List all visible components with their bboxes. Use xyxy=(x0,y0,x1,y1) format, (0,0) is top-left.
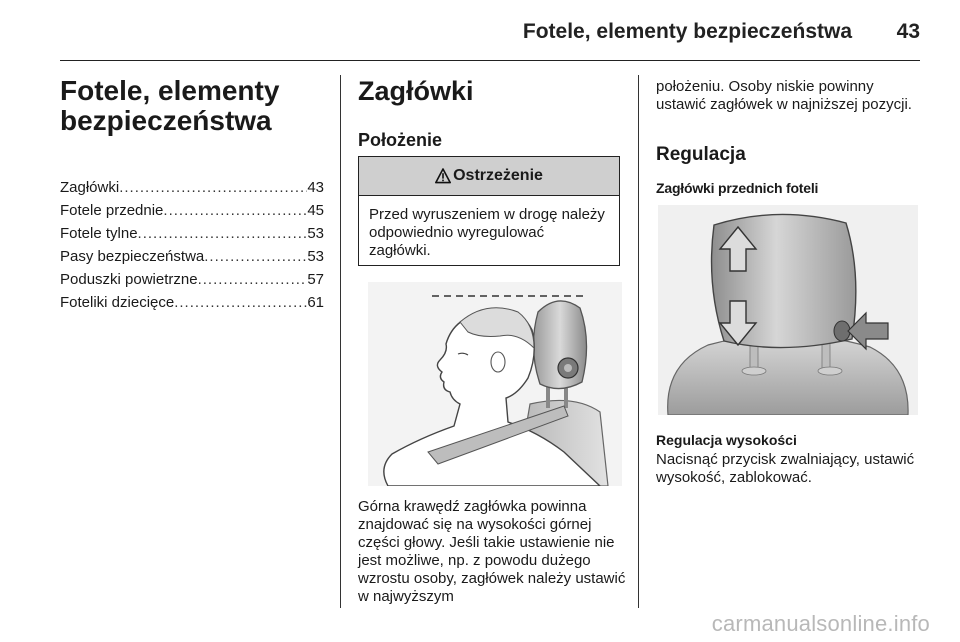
toc-entry-page: 43 xyxy=(307,179,324,196)
toc-leader-dots xyxy=(163,201,307,224)
toc-entry-page: 53 xyxy=(307,225,324,242)
toc-leader-dots xyxy=(204,247,307,270)
chapter-title-line: bezpieczeństwa xyxy=(60,105,272,136)
column-divider xyxy=(340,75,341,608)
headrest-height-paragraph: Górna krawędź zagłówka powinna znajdować się na wysokości górnej części głowy. Jeśli takie ustawienie nie jest możliwe, np. z powodu dużego wzrostu osoby, zagłówek należy ustawić w najwyższym xyxy=(358,498,626,605)
section-title: Zagłówki xyxy=(358,76,474,106)
chapter-title-line: Fotele, elementy xyxy=(60,75,280,106)
toc-entry-page: 61 xyxy=(307,294,324,311)
toc-entry[interactable] xyxy=(60,178,324,201)
toc-entry-title: Foteliki dziecięce xyxy=(60,294,175,311)
page-number: 43 xyxy=(896,20,920,43)
toc-entry-title: Zagłówki xyxy=(60,179,120,196)
toc-entry[interactable] xyxy=(60,293,324,316)
subsection-title: Położenie xyxy=(358,130,443,150)
toc-leader-dots xyxy=(174,293,307,316)
height-adjustment-heading: Regulacja wysokości xyxy=(656,432,797,448)
warning-box xyxy=(358,156,620,266)
column-divider xyxy=(638,75,639,608)
toc-entry-page: 45 xyxy=(307,202,324,219)
height-adjustment-text: Nacisnąć przycisk zwalniający, ustawić wysokość, zablokować. xyxy=(656,451,915,486)
toc-entry[interactable] xyxy=(60,224,324,247)
continued-paragraph: położeniu. Osoby niskie powinny ustawić zagłówek w najniższej pozycji. xyxy=(656,78,912,113)
chapter-title xyxy=(60,76,330,136)
headrest-adjustment-illustration xyxy=(658,205,918,415)
toc-entry[interactable] xyxy=(60,201,324,224)
watermark: carmanualsonline.info xyxy=(711,611,930,636)
toc-entry[interactable] xyxy=(60,270,324,293)
toc-leader-dots xyxy=(119,178,307,201)
table-of-contents xyxy=(60,178,324,316)
section-title-adjustment: Regulacja xyxy=(656,144,746,165)
toc-leader-dots xyxy=(198,270,308,293)
toc-entry-page: 53 xyxy=(307,248,324,265)
toc-entry-title: Fotele tylne xyxy=(60,225,138,242)
toc-entry-title: Fotele przednie xyxy=(60,202,164,219)
warning-heading-text: Ostrzeżenie xyxy=(453,167,543,184)
header-title: Fotele, elementy bezpieczeństwa xyxy=(522,20,852,43)
running-header xyxy=(60,18,920,61)
warning-heading xyxy=(359,157,619,196)
toc-entry-title: Pasy bezpieczeństwa xyxy=(60,248,205,265)
warning-triangle-icon xyxy=(435,168,451,184)
headrest-position-illustration xyxy=(368,282,622,486)
toc-entry[interactable] xyxy=(60,247,324,270)
toc-leader-dots xyxy=(138,224,308,247)
toc-entry-title: Poduszki powietrzne xyxy=(60,271,198,288)
front-headrest-caption: Zagłówki przednich foteli xyxy=(656,180,819,196)
toc-entry-page: 57 xyxy=(307,271,324,288)
warning-text: Przed wyruszeniem w drogę należy odpowiednio wyregulować zagłówki. xyxy=(369,206,605,259)
